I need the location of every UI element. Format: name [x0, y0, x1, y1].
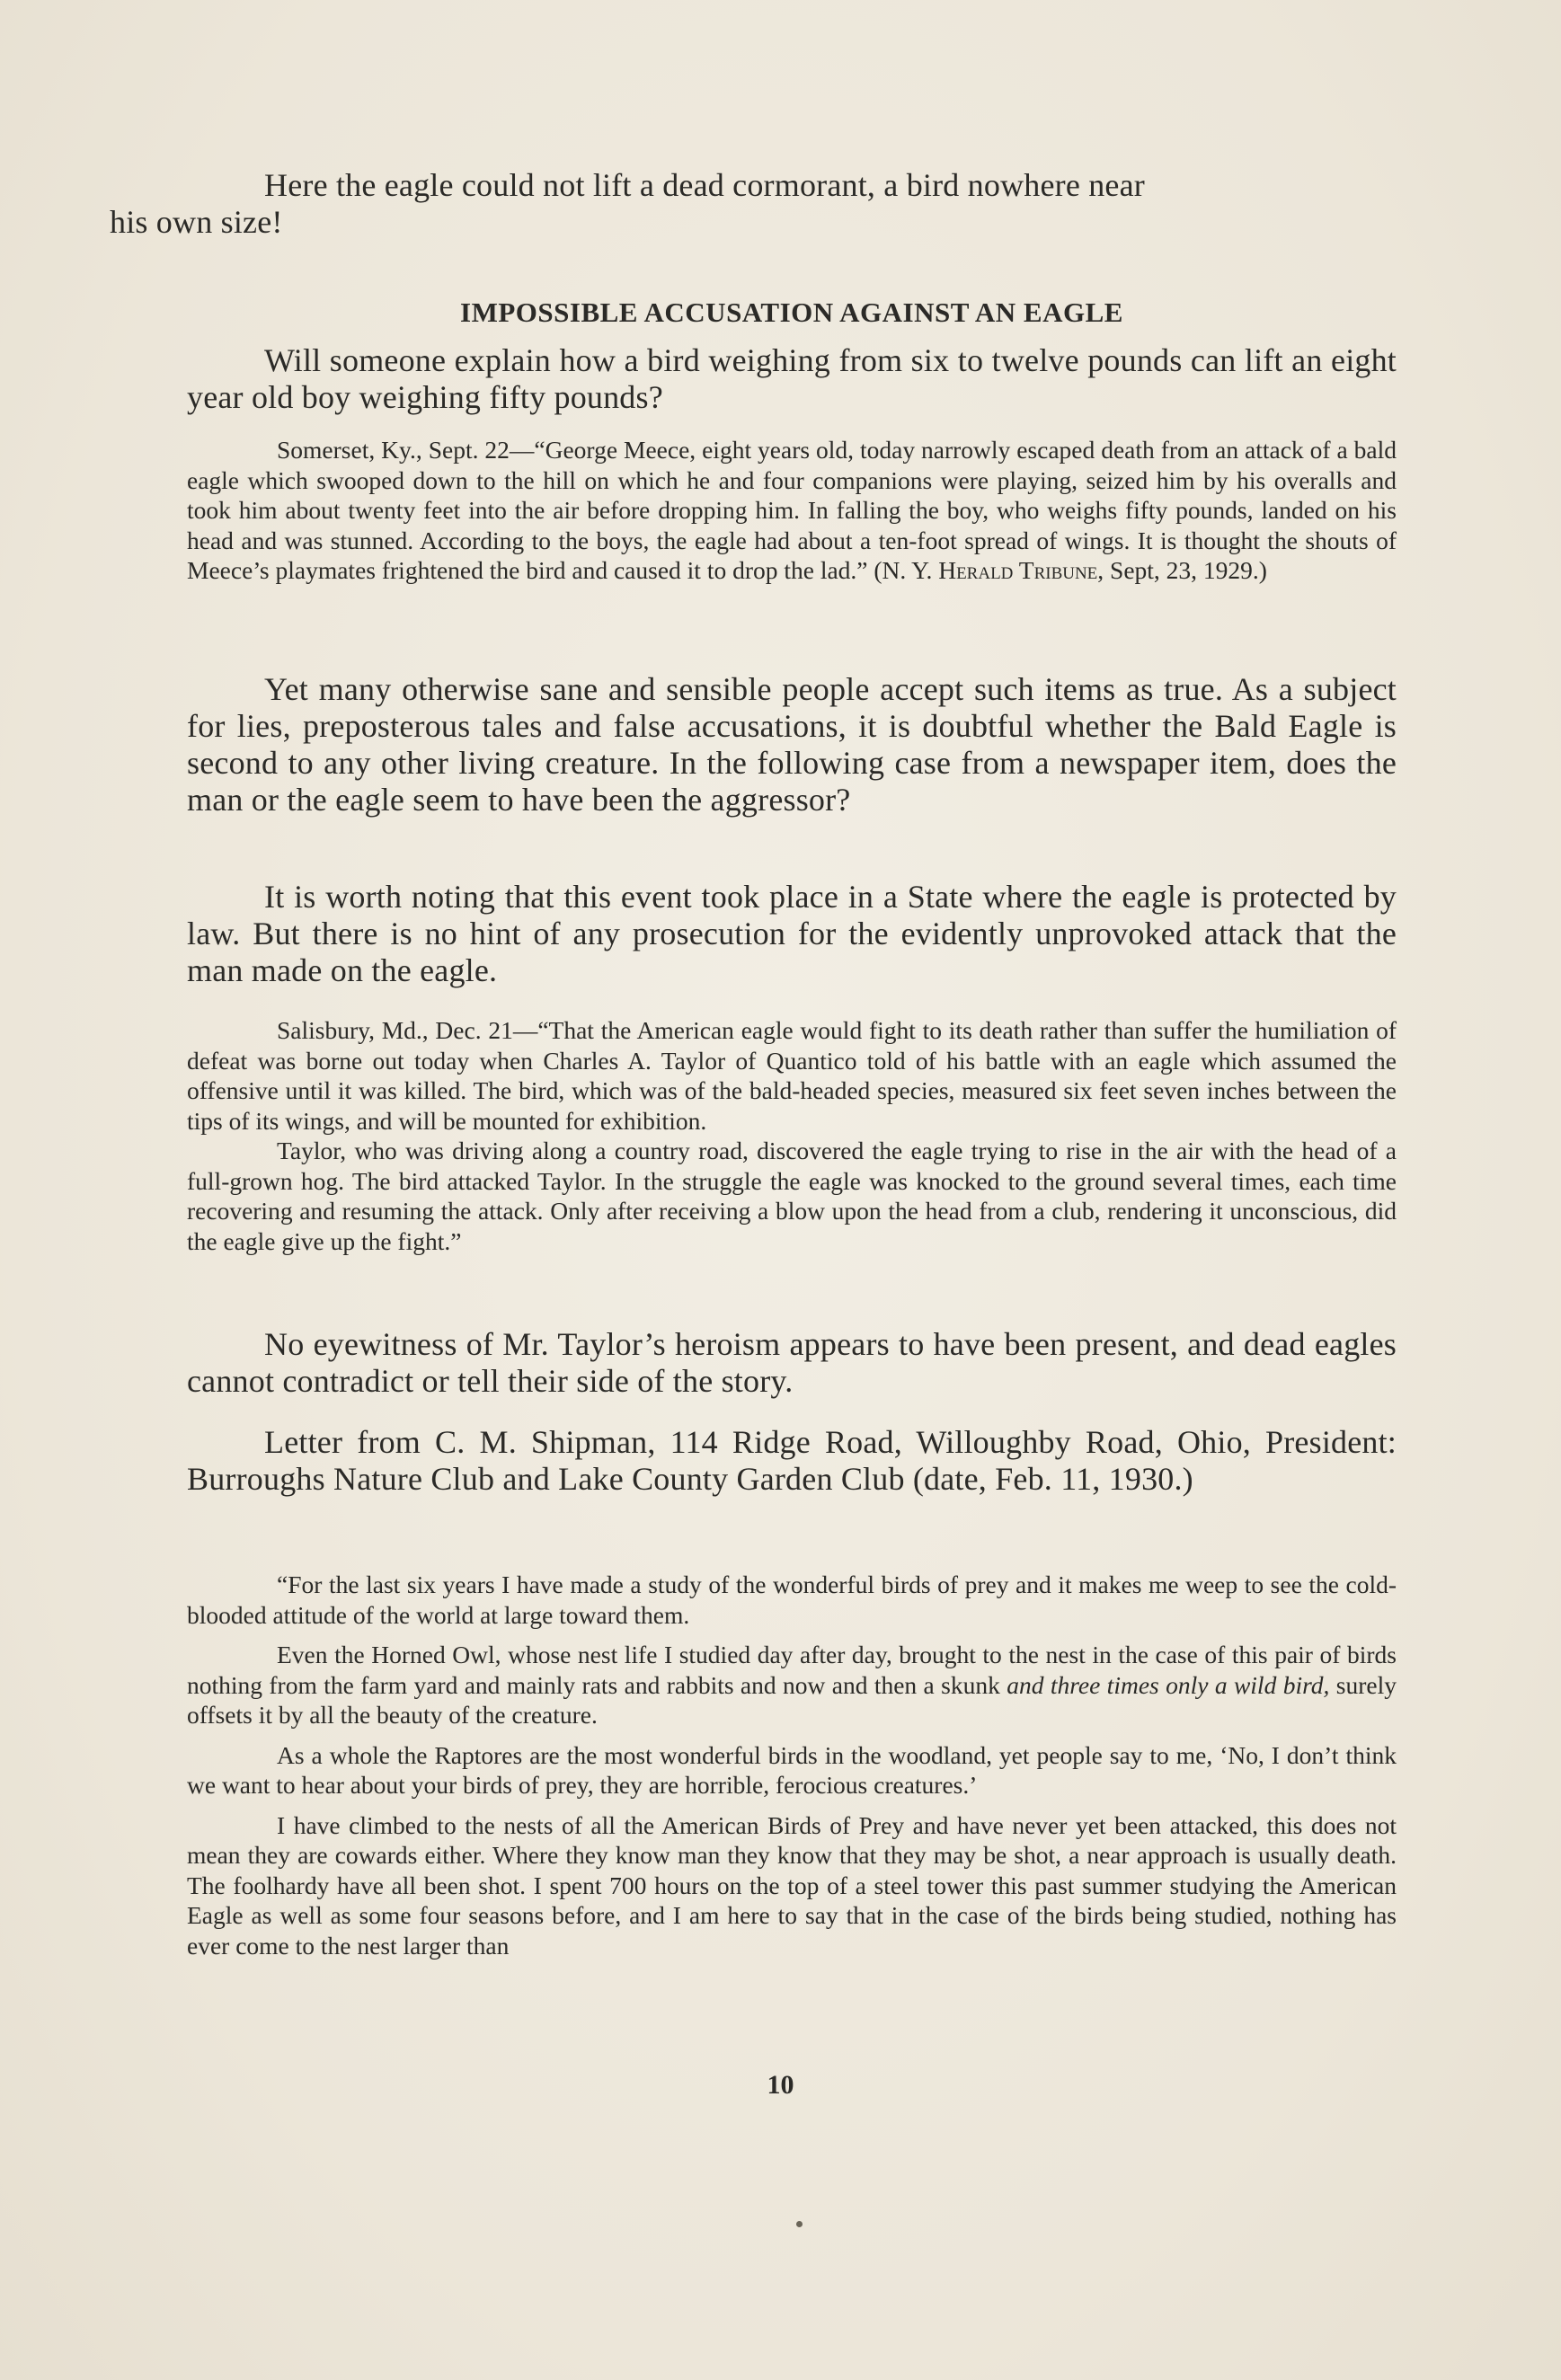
page-number: 10 [767, 2070, 794, 2100]
body-paragraph-1: Yet many otherwise sane and sensible people accept such items as true. As a subject for lies, preposterous tales and false accusations, it is doubtful whether the Bald Eagle is second to any other living creature. In the following case from a newspaper item, does the man or the eagle seem to have been the aggressor? [187, 671, 1397, 818]
intro-paragraph [110, 167, 1397, 241]
quote-salisbury [187, 1015, 1397, 1256]
section-heading-block [187, 296, 1397, 329]
quote-source: Herald Tribune [938, 556, 1098, 584]
letter-quote [187, 1570, 1397, 1960]
body-paragraph-4: Letter from C. M. Shipman, 114 Ridge Road, Willoughby Road, Ohio, President: Burroughs Nature Club and Lake County Garden Club (date, Feb. 11, 1930.) [187, 1424, 1397, 1497]
letter-p1: “For the last six years I have made a study of the wonderful birds of prey and it makes me weep to see the cold-blooded attitude of the world at large toward them. [187, 1570, 1397, 1629]
question-block [187, 342, 1397, 416]
section-heading: IMPOSSIBLE ACCUSATION AGAINST AN EAGLE [460, 296, 1123, 328]
quote-salisbury-p2: Taylor, who was driving along a country road, discovered the eagle trying to rise in the air with the head of a full-grown hog. The bird attacked Taylor. In the struggle the eagle was knocked to the ground several times, each time recovering and resuming the attack. Only after receiving a blow upon the head from a club, rendering it unconscious, did the eagle give up the fight.” [187, 1137, 1397, 1255]
quote-salisbury-p1: Salisbury, Md., Dec. 21—“That the American eagle would fight to its death rather than suffer the humiliation of defeat was borne out today when Charles A. Taylor of Quantico told of his battle with an eagle which assumed the offensive until it was killed. The bird, which was of the bald-headed species, measured six feet seven inches between the tips of its wings, and will be mounted for exhibition. [187, 1016, 1397, 1135]
letter-p3: As a whole the Raptores are the most wonderful birds in the woodland, yet people say to me, ‘No, I don’t think we want to hear about your birds of prey, they are horrible, ferocious creatures.’ [187, 1740, 1397, 1799]
letter-p4: I have climbed to the nests of all the American Birds of Prey and have never yet been attacked, this does not mean they are cowards either. Where they know man they know that they may be shot, a near approach is usually death. The foolhardy have all been shot. I spent 700 hours on the top of a steel tower this past summer studying the American Eagle as well as some four seasons before, and I am here to say that in the case of the birds being studied, nothing has ever come to the nest larger than [187, 1810, 1397, 1960]
intro-line-2: his own size! [110, 204, 283, 240]
body-paragraph-2: It is worth noting that this event took place in a State where the eagle is protected by law. But there is no hint of any prosecution for the evidently unprovoked attack that the man made on the eagle. [187, 879, 1397, 988]
print-speck [796, 2221, 803, 2227]
quote-somerset-text: Somerset, Ky., Sept. 22—“George Meece, eight years old, today narrowly escaped death from an attack of a bald eagle which swooped down to the hill on which he and four companions were playing, seized him by his overalls and took him about twenty feet into the air before dropping him. In falling the boy, who weighs fifty pounds, landed on his head and was stunned. According to the boys, the eagle had about a ten-foot spread of wings. It is thought the shouts of Meece’s playmates frightened the bird and caused it to drop the lad.” (N. Y. Herald Tribune, Sept, 23, 1929.) [187, 436, 1397, 584]
question-paragraph: Will someone explain how a bird weighing from six to twelve pounds can lift an eight year old boy weighing fifty pounds? [187, 342, 1397, 415]
quote-somerset [187, 435, 1397, 586]
body-paragraph-3: No eyewitness of Mr. Taylor’s heroism appears to have been present, and dead eagles cannot contradict or tell their side of the story. [187, 1326, 1397, 1399]
letter-p2: Even the Horned Owl, whose nest life I studied day after day, brought to the nest in the case of this pair of birds nothing from the farm yard and mainly rats and rabbits and now and then a skunk and three times only a wild bird, surely offsets it by all the beauty of the creature. [187, 1641, 1397, 1729]
intro-line-1: Here the eagle could not lift a dead cormorant, a bird nowhere near [264, 167, 1145, 203]
